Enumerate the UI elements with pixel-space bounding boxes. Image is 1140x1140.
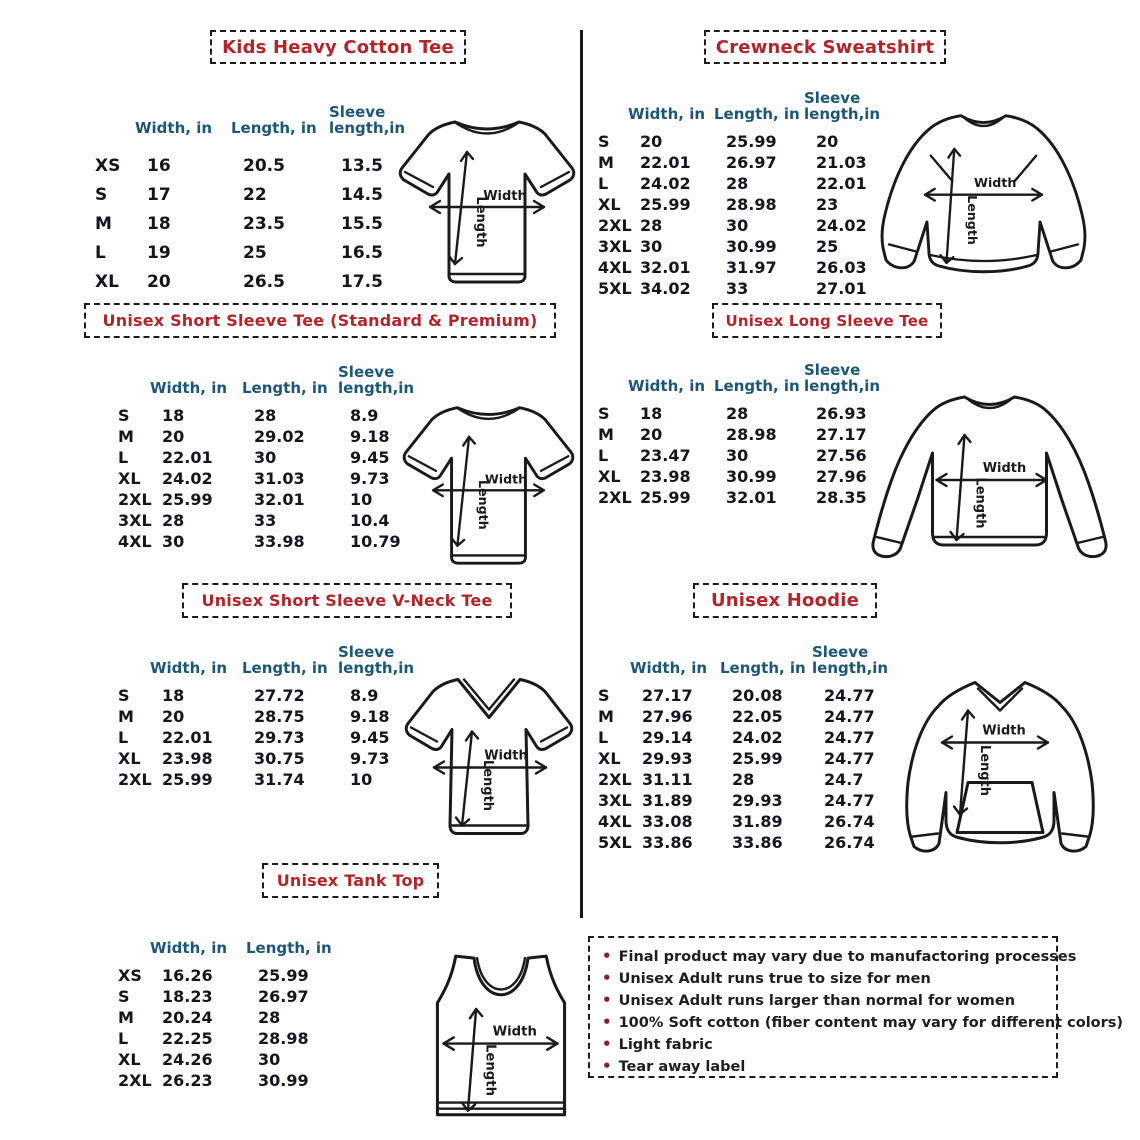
size-label: L [598,173,609,193]
measurement-value: 25.99 [162,769,213,789]
column-header: Length, in [714,105,800,123]
measurement-value: 29.02 [254,426,305,446]
column-header: Length, in [231,119,317,137]
measurement-value: 22.01 [162,727,213,747]
measurement-value: 25.99 [162,489,213,509]
size-label: 3XL [598,790,632,810]
measurement-value: 16.5 [341,243,383,263]
size-label: L [118,727,129,747]
measurement-value: 31.74 [254,769,305,789]
column-header: Length, in [714,377,800,395]
measurement-value: 24.77 [824,706,875,726]
measurement-value: 20 [162,706,185,726]
measurement-value: 20.24 [162,1007,213,1027]
size-row [95,152,431,181]
measurement-value: 23 [816,194,839,214]
size-label: L [95,243,106,263]
length-arrow-label: Length [473,196,488,248]
size-label: M [118,426,134,446]
length-arrow-label: Length [964,195,980,245]
measurement-value: 30 [726,445,749,465]
measurement-value: 22.01 [640,152,691,172]
note-item: • Final product may vary due to manufactoring processes [602,946,1044,968]
measurement-value: 10.79 [350,531,401,551]
size-table-kids-tee [95,78,431,297]
column-header: Length, in [242,659,328,677]
measurement-value: 26.74 [824,832,875,852]
width-arrow-label: Width [483,189,527,204]
measurement-value: 26.5 [243,272,285,292]
title-unisex-tank-top [262,863,439,898]
length-arrow-label: Length [977,744,992,797]
measurement-value: 32.01 [726,487,777,507]
note-item: • Unisex Adult runs true to size for men [602,968,1044,990]
size-row [598,403,902,424]
size-row [118,1007,358,1028]
size-label: L [598,445,609,465]
length-arrow-label: Length [480,759,495,812]
measurement-value: 24.7 [824,769,864,789]
long-sleeve-tee-illustration [862,385,1117,575]
size-row [118,1049,358,1070]
measurement-value: 33 [254,510,277,530]
measurement-value: 18 [147,214,171,234]
measurement-value: 33.08 [642,811,693,831]
measurement-value: 10 [350,489,373,509]
notes-box [588,936,1124,1078]
measurement-value: 8.9 [350,685,379,705]
size-label: 2XL [118,769,152,789]
size-label: L [118,1028,129,1048]
size-label: S [598,403,610,423]
v-neck-tee-illustration [400,665,580,850]
size-row [118,426,434,447]
measurement-value: 29.14 [642,727,693,747]
size-row [598,769,908,790]
measurement-value: 30.99 [258,1070,309,1090]
note-item: • 100% Soft cotton (fiber content may vary for different colors) [602,1012,1044,1034]
measurement-value: 28.35 [816,487,867,507]
hoodie-illustration [880,660,1120,865]
length-arrow-label: Length [475,480,491,530]
width-arrow-label: Width [982,723,1026,739]
size-row [598,278,902,299]
measurement-value: 31.89 [642,790,693,810]
measurement-value: 26.03 [816,257,867,277]
crewneck-sweatshirt-illustration [866,105,1101,300]
size-label: XL [118,748,141,768]
size-row [118,965,358,986]
column-header: Width, in [150,379,228,397]
measurement-value: 32.01 [254,489,305,509]
measurement-value: 31.11 [642,769,693,789]
measurement-value: 28 [726,173,749,193]
measurement-value: 22.01 [162,447,213,467]
measurement-value: 26.93 [816,403,867,423]
size-row [118,447,434,468]
size-row [118,986,358,1007]
size-label: XL [118,468,141,488]
size-label: M [118,706,134,726]
width-arrow-label: Width [484,748,528,764]
measurement-value: 20 [816,131,839,151]
size-row [598,152,902,173]
measurement-value: 25.99 [726,131,777,151]
size-label: 3XL [598,236,632,256]
measurement-value: 28.98 [258,1028,309,1048]
measurement-value: 27.01 [816,278,867,298]
measurement-value: 26.97 [726,152,777,172]
size-table-hoodie [598,632,908,853]
length-arrow-label: Length [972,477,988,529]
measurement-value: 9.73 [350,748,390,768]
size-label: M [598,424,614,444]
measurement-value: 22.25 [162,1028,213,1048]
measurement-value: 32.01 [640,257,691,277]
size-label: XS [95,156,121,176]
measurement-value: 15.5 [341,214,383,234]
measurement-value: 30.75 [254,748,305,768]
measurement-value: 26.23 [162,1070,213,1090]
size-label: 5XL [598,832,632,852]
size-label: XL [95,272,119,292]
measurement-value: 27.96 [642,706,693,726]
measurement-value: 9.73 [350,468,390,488]
measurement-value: 27.56 [816,445,867,465]
size-label: 2XL [598,769,632,789]
measurement-value: 18 [162,405,185,425]
measurement-value: 16.26 [162,965,213,985]
measurement-value: 18.23 [162,986,213,1006]
size-label: L [118,447,129,467]
title-crewneck-sweatshirt [704,30,946,64]
size-label: 4XL [598,811,632,831]
size-row [598,131,902,152]
measurement-value: 29.73 [254,727,305,747]
size-table-short-sleeve-tee [118,352,434,552]
size-row [598,194,902,215]
column-header: Width, in [630,659,708,677]
size-table-crewneck [598,78,902,299]
note-item: • Tear away label [602,1056,1044,1078]
measurement-value: 20 [640,424,663,444]
size-label: XS [118,965,142,985]
size-row [118,706,434,727]
size-label: M [95,214,112,234]
measurement-value: 24.02 [162,468,213,488]
size-label: S [598,685,610,705]
measurement-value: 21.03 [816,152,867,172]
measurement-value: 31.97 [726,257,777,277]
column-header: Sleeve length,in [338,643,415,677]
measurement-value: 33 [726,278,749,298]
measurement-value: 25.99 [640,194,691,214]
title-unisex-hoodie [693,583,877,618]
short-sleeve-tee-illustration [396,396,581,571]
measurement-value: 28 [162,510,185,530]
size-label: S [118,405,130,425]
size-row [118,489,434,510]
size-row [598,487,902,508]
measurement-value: 30 [258,1049,281,1069]
measurement-value: 30.99 [726,466,777,486]
measurement-value: 18 [162,685,185,705]
measurement-value: 14.5 [341,185,383,205]
size-row [598,727,908,748]
measurement-value: 20 [147,272,171,292]
size-row [598,445,902,466]
measurement-value: 25 [243,243,267,263]
size-row [118,405,434,426]
measurement-value: 20 [162,426,185,446]
measurement-value: 24.02 [732,727,783,747]
measurement-value: 25 [816,236,839,256]
size-row [118,510,434,531]
size-label: S [598,131,610,151]
measurement-value: 13.5 [341,156,383,176]
measurement-value: 27.72 [254,685,305,705]
measurement-value: 33.98 [254,531,305,551]
size-label: 5XL [598,278,632,298]
size-label: 3XL [118,510,152,530]
size-row [95,268,431,297]
measurement-value: 24.26 [162,1049,213,1069]
section-title: Unisex Short Sleeve V-Neck Tee [201,591,493,610]
measurement-value: 30 [640,236,663,256]
column-header: Width, in [135,119,213,137]
size-label: XL [598,466,621,486]
measurement-value: 19 [147,243,171,263]
column-header: Width, in [150,939,228,957]
size-row [95,181,431,210]
measurement-value: 10 [350,769,373,789]
title-unisex-short-sleeve-tee [84,303,556,338]
size-row [118,1070,358,1091]
size-table-v-neck-tee [118,632,434,790]
size-label: 2XL [118,489,152,509]
measurement-value: 25.99 [258,965,309,985]
length-arrow-label: Length [482,1044,498,1097]
width-arrow-label: Width [982,461,1027,476]
measurement-value: 30.99 [726,236,777,256]
size-row [118,727,434,748]
measurement-value: 28.75 [254,706,305,726]
size-row [118,468,434,489]
measurement-value: 25.99 [640,487,691,507]
section-title: Crewneck Sweatshirt [715,36,935,58]
section-title: Unisex Hoodie [710,590,860,611]
measurement-value: 28 [732,769,755,789]
size-row [598,790,908,811]
measurement-value: 28 [258,1007,281,1027]
short-sleeve-tee-illustration [392,110,582,290]
size-label: M [118,1007,134,1027]
measurement-value: 28.98 [726,424,777,444]
width-arrow-label: Width [973,174,1017,190]
size-label: 4XL [118,531,152,551]
measurement-value: 24.77 [824,790,875,810]
size-label: M [598,152,614,172]
measurement-value: 26.74 [824,811,875,831]
note-item: • Light fabric [602,1034,1044,1056]
column-header: Width, in [628,377,706,395]
size-label: 2XL [598,487,632,507]
measurement-value: 33.86 [642,832,693,852]
size-row [598,173,902,194]
note-item: • Unisex Adult runs larger than normal for women [602,990,1044,1012]
measurement-value: 28 [640,215,663,235]
title-unisex-v-neck-tee [182,583,512,618]
measurement-value: 30 [162,531,185,551]
size-row [598,706,908,727]
tank-top-illustration [426,950,576,1128]
size-label: S [118,986,130,1006]
measurement-value: 20.08 [732,685,783,705]
column-header: Length, in [242,379,328,397]
measurement-value: 24.02 [816,215,867,235]
size-label: 4XL [598,257,632,277]
column-header: Sleeve length,in [338,363,415,397]
measurement-value: 31.89 [732,811,783,831]
title-kids-heavy-cotton-tee [210,30,466,64]
measurement-value: 34.02 [640,278,691,298]
size-table-tank-top [118,912,358,1091]
column-header: Sleeve length,in [804,361,881,395]
measurement-value: 16 [147,156,171,176]
measurement-value: 25.99 [732,748,783,768]
measurement-value: 26.97 [258,986,309,1006]
size-row [95,239,431,268]
width-arrow-label: Width [492,1024,537,1040]
measurement-value: 30 [254,447,277,467]
measurement-value: 30 [726,215,749,235]
column-header: Sleeve length,in [804,89,881,123]
measurement-value: 22.01 [816,173,867,193]
size-row [598,215,902,236]
size-row [598,748,908,769]
size-row [598,257,902,278]
measurement-value: 23.5 [243,214,285,234]
measurement-value: 18 [640,403,663,423]
size-row [118,769,434,790]
measurement-value: 24.77 [824,685,875,705]
measurement-value: 22 [243,185,267,205]
measurement-value: 29.93 [732,790,783,810]
measurement-value: 8.9 [350,405,379,425]
measurement-value: 23.98 [162,748,213,768]
size-row [598,685,908,706]
size-label: XL [598,748,621,768]
measurement-value: 27.17 [642,685,693,705]
size-row [598,236,902,257]
column-header: Width, in [628,105,706,123]
column-header: Length, in [720,659,806,677]
size-table-long-sleeve-tee [598,350,902,508]
size-label: L [598,727,609,747]
size-row [598,466,902,487]
measurement-value: 10.4 [350,510,390,530]
measurement-value: 9.45 [350,727,390,747]
measurement-value: 24.77 [824,727,875,747]
measurement-value: 31.03 [254,468,305,488]
width-arrow-label: Width [484,471,528,487]
measurement-value: 17.5 [341,272,383,292]
size-row [118,1028,358,1049]
measurement-value: 17 [147,185,171,205]
size-label: 2XL [118,1070,152,1090]
measurement-value: 27.17 [816,424,867,444]
size-row [598,832,908,853]
measurement-value: 9.18 [350,426,390,446]
measurement-value: 28.98 [726,194,777,214]
size-row [118,748,434,769]
title-unisex-long-sleeve-tee [712,303,942,338]
size-label: 2XL [598,215,632,235]
notes-list [602,946,1124,1078]
measurement-value: 9.18 [350,706,390,726]
size-row [598,424,902,445]
size-label: S [118,685,130,705]
measurement-value: 28 [254,405,277,425]
column-header: Sleeve length,in [812,643,889,677]
column-header: Width, in [150,659,228,677]
column-header: Sleeve length,in [329,103,406,137]
measurement-value: 33.86 [732,832,783,852]
measurement-value: 22.05 [732,706,783,726]
size-label: XL [598,194,621,214]
measurement-value: 9.45 [350,447,390,467]
measurement-value: 27.96 [816,466,867,486]
size-label: XL [118,1049,141,1069]
measurement-value: 29.93 [642,748,693,768]
measurement-value: 28 [726,403,749,423]
column-header: Length, in [246,939,332,957]
size-label: S [95,185,108,205]
section-title: Unisex Tank Top [276,871,425,890]
size-row [118,685,434,706]
measurement-value: 24.02 [640,173,691,193]
size-row [118,531,434,552]
section-title: Unisex Short Sleeve Tee (Standard & Premium) [102,311,538,330]
size-row [95,210,431,239]
measurement-value: 20 [640,131,663,151]
measurement-value: 20.5 [243,156,285,176]
section-title: Kids Heavy Cotton Tee [222,36,454,58]
size-row [598,811,908,832]
measurement-value: 23.47 [640,445,691,465]
measurement-value: 23.98 [640,466,691,486]
size-label: M [598,706,614,726]
section-title: Unisex Long Sleeve Tee [725,311,929,330]
measurement-value: 24.77 [824,748,875,768]
